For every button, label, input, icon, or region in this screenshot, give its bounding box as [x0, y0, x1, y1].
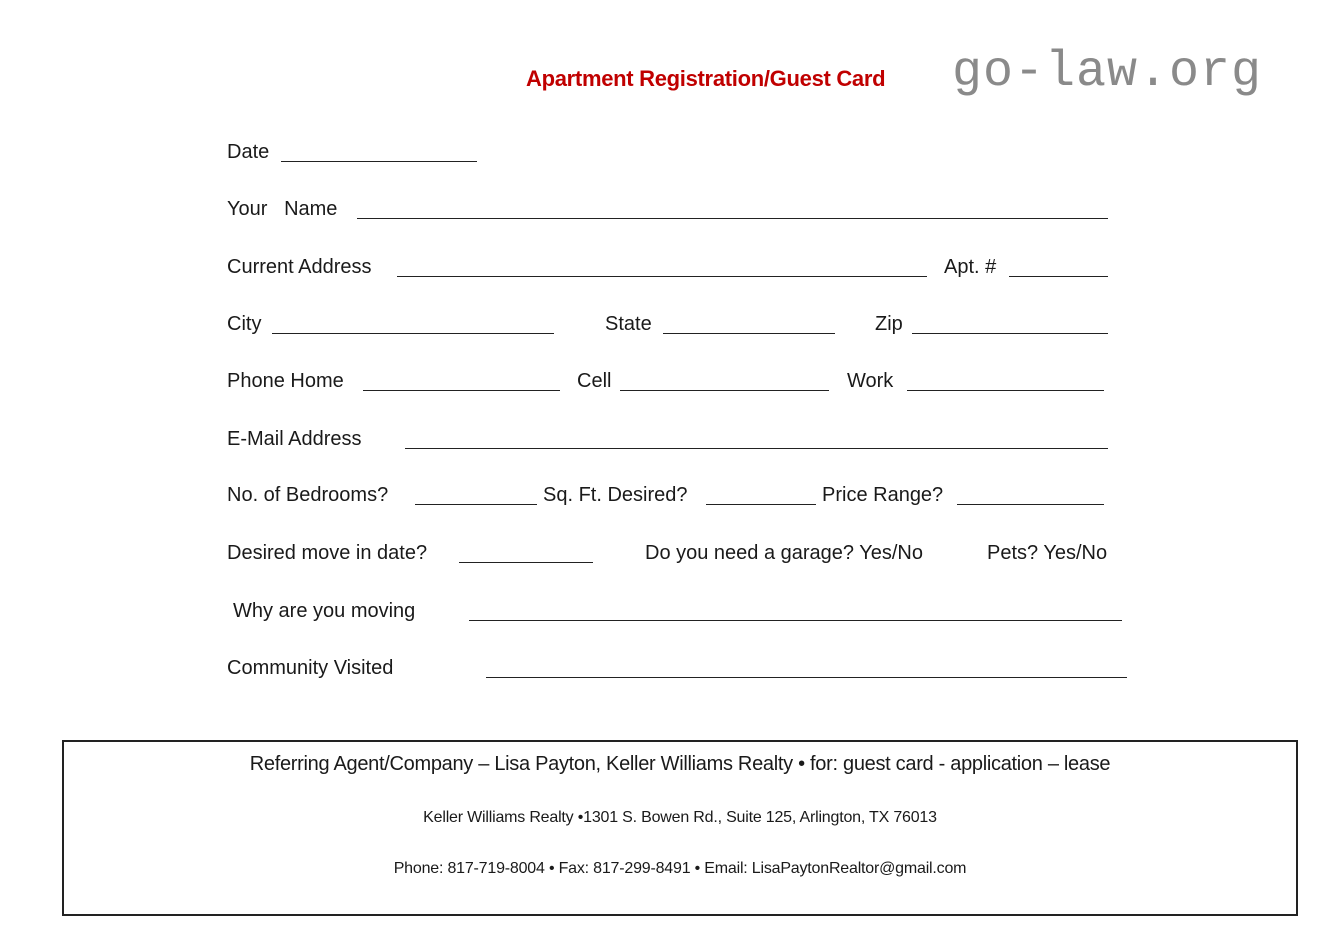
work-label: Work [847, 370, 894, 392]
move-date-label: Desired move in date? [227, 542, 428, 564]
date-field[interactable] [281, 161, 477, 162]
address-label: Current Address [227, 256, 372, 278]
state-label: State [605, 313, 652, 335]
address-field[interactable] [397, 276, 927, 277]
community-field[interactable] [486, 677, 1127, 678]
move-date-field[interactable] [459, 562, 593, 563]
contact-info-text: Phone: 817-719-8004 • Fax: 817-299-8491 • Email: LisaPaytonRealtor@gmail.com [393, 860, 967, 877]
phone-home-field[interactable] [363, 390, 560, 391]
cell-label: Cell [577, 370, 612, 392]
referring-agent-text: Referring Agent/Company – Lisa Payton, Keller Williams Realty • for: guest card - application – lease [249, 753, 1111, 775]
office-address-text: Keller Williams Realty •1301 S. Bowen Rd., Suite 125, Arlington, TX 76013 [423, 809, 937, 826]
pets-question: Pets? Yes/No [987, 542, 1108, 564]
date-label: Date [227, 141, 270, 163]
why-moving-field[interactable] [469, 620, 1122, 621]
work-field[interactable] [907, 390, 1104, 391]
phone-home-label: Phone Home [227, 370, 344, 392]
why-moving-label: Why are you moving [233, 600, 416, 622]
city-label: City [227, 313, 262, 335]
form-title: Apartment Registration/Guest Card [526, 66, 886, 91]
agent-info-box [62, 740, 1298, 916]
apt-label: Apt. # [944, 256, 997, 278]
city-field[interactable] [272, 333, 554, 334]
zip-label: Zip [875, 313, 903, 335]
price-field[interactable] [957, 504, 1104, 505]
sqft-label: Sq. Ft. Desired? [543, 484, 688, 506]
watermark-logo: go-law.org [952, 44, 1263, 101]
email-label: E-Mail Address [227, 428, 362, 450]
community-label: Community Visited [227, 657, 394, 679]
state-field[interactable] [663, 333, 835, 334]
sqft-field[interactable] [706, 504, 816, 505]
bedrooms-field[interactable] [415, 504, 537, 505]
apt-field[interactable] [1009, 276, 1108, 277]
name-field[interactable] [357, 218, 1108, 219]
email-field[interactable] [405, 448, 1108, 449]
name-label: Your Name [227, 198, 338, 220]
garage-question: Do you need a garage? Yes/No [645, 542, 923, 564]
bedrooms-label: No. of Bedrooms? [227, 484, 389, 506]
price-label: Price Range? [822, 484, 944, 506]
zip-field[interactable] [912, 333, 1108, 334]
cell-field[interactable] [620, 390, 829, 391]
